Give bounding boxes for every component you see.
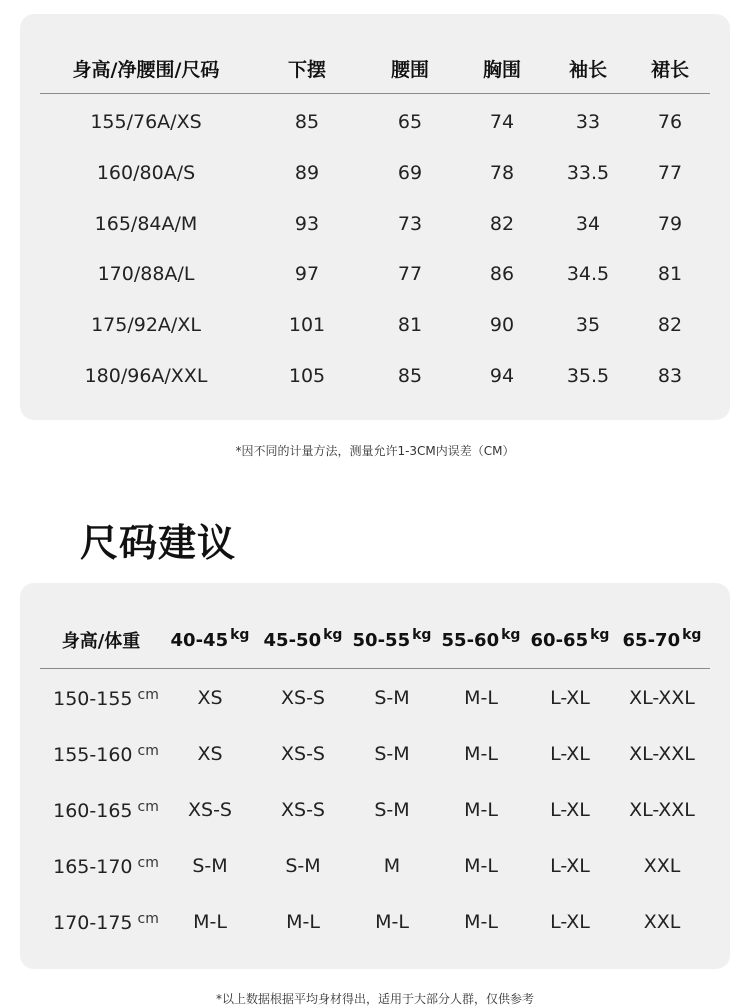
size-chart-column-header: 胸围	[482, 59, 521, 81]
height-range-label	[31, 687, 181, 710]
weight-range-header	[437, 627, 525, 651]
size-chart-size-label: 155/76A/XS	[90, 111, 202, 133]
size-chart-value: 82	[657, 314, 683, 337]
size-chart-value: 97	[294, 263, 320, 286]
height-unit-label: cm	[137, 799, 159, 815]
size-chart-size-label: 165/84A/M	[94, 212, 198, 235]
weight-range-value: 40-45	[170, 630, 229, 651]
weight-range-header	[166, 627, 254, 651]
size-chart-column-header: 下摆	[287, 59, 326, 81]
recommended-size: S-M	[374, 799, 410, 821]
size-chart-column-header: 身高/净腰围/尺码	[72, 59, 220, 81]
recommended-size: XS-S	[281, 743, 325, 765]
height-range-label	[31, 911, 181, 934]
size-chart-value: 35	[575, 314, 601, 337]
weight-range-header	[615, 627, 710, 651]
measurement-note: *因不同的计量方法，测量允许1-3CM内误差（CM）	[235, 444, 515, 458]
size-chart-value: 85	[397, 365, 423, 387]
recommended-size: L-XL	[550, 687, 590, 709]
size-chart-header-divider	[40, 93, 710, 94]
weight-range-value: 65-70	[622, 630, 681, 651]
height-unit-label: cm	[137, 911, 159, 927]
recommended-size: M	[383, 855, 401, 877]
recommended-size: S-M	[285, 855, 321, 877]
height-range-label	[31, 799, 181, 822]
height-unit-label: cm	[137, 743, 159, 759]
size-chart-size-label: 170/88A/L	[97, 263, 195, 286]
recommended-size: XS-S	[281, 687, 325, 709]
recommended-size: XS-S	[281, 799, 325, 821]
recommendation-note: *以上数据根据平均身材得出，适用于大部分人群，仅供参考	[215, 992, 534, 1006]
size-chart-value: 77	[397, 263, 423, 286]
weight-unit-label: kg	[590, 627, 610, 643]
recommended-size: M-L	[375, 911, 409, 933]
recommended-size: XL-XXL	[629, 799, 695, 821]
size-chart-size-label: 180/96A/XXL	[84, 365, 208, 387]
size-chart-value: 33	[575, 111, 601, 133]
size-chart-value: 82	[489, 212, 515, 235]
size-chart-value: 101	[288, 314, 326, 337]
recommended-size: M-L	[464, 687, 498, 709]
size-chart-value: 74	[489, 111, 515, 133]
height-unit-label: cm	[137, 855, 159, 871]
size-chart-value: 34.5	[566, 263, 610, 286]
size-chart-value: 81	[657, 263, 683, 286]
size-recommendation-title: 尺码建议	[80, 521, 237, 565]
size-chart-value: 81	[397, 314, 423, 337]
size-chart-value: 65	[397, 111, 423, 133]
size-chart-value: 69	[397, 161, 423, 184]
weight-unit-label: kg	[323, 627, 343, 643]
recommended-size: XS	[197, 687, 223, 709]
size-chart-column-header: 袖长	[568, 59, 607, 81]
recommended-size: XXL	[643, 911, 681, 933]
recommendation-corner-label: 身高/体重	[61, 631, 141, 652]
size-chart-value: 79	[657, 212, 683, 235]
recommended-size: XXL	[643, 855, 681, 877]
recommended-size: L-XL	[550, 911, 590, 933]
recommended-size: XL-XXL	[629, 743, 695, 765]
size-chart-column-header: 腰围	[390, 59, 429, 81]
size-recommendation-card	[20, 583, 730, 969]
weight-range-header	[259, 627, 347, 651]
weight-range-value: 50-55	[352, 630, 411, 651]
weight-unit-label: kg	[682, 627, 702, 643]
size-chart-value: 34	[575, 212, 601, 235]
recommended-size: L-XL	[550, 799, 590, 821]
weight-range-value: 45-50	[263, 630, 322, 651]
weight-unit-label: kg	[501, 627, 521, 643]
recommended-size: M-L	[286, 911, 320, 933]
recommended-size: S-M	[192, 855, 228, 877]
recommended-size: L-XL	[550, 743, 590, 765]
size-chart-size-label: 175/92A/XL	[91, 314, 201, 337]
weight-range-value: 55-60	[441, 630, 500, 651]
weight-unit-label: kg	[230, 627, 250, 643]
size-chart-value: 83	[657, 365, 683, 387]
size-chart-value: 86	[489, 263, 515, 286]
height-range-value: 170-175	[53, 912, 133, 934]
size-chart-value: 77	[657, 161, 683, 184]
height-unit-label: cm	[137, 687, 159, 703]
weight-unit-label: kg	[412, 627, 432, 643]
recommendation-header-divider	[40, 668, 710, 669]
size-chart-value: 105	[288, 365, 326, 387]
recommended-size: M-L	[464, 911, 498, 933]
size-chart-value: 33.5	[566, 161, 610, 184]
size-chart-value: 93	[294, 212, 320, 235]
recommended-size: XL-XXL	[629, 687, 695, 709]
height-range-value: 165-170	[53, 856, 133, 878]
size-chart-value: 73	[397, 212, 423, 235]
recommended-size: M-L	[193, 911, 227, 933]
size-chart-value: 35.5	[566, 365, 610, 387]
size-chart-size-label: 160/80A/S	[96, 161, 196, 184]
size-chart-value: 94	[489, 365, 515, 387]
size-chart-column-header: 裙长	[650, 59, 689, 81]
size-chart-value: 76	[657, 111, 683, 133]
weight-range-header	[526, 627, 614, 651]
height-range-value: 150-155	[53, 688, 133, 710]
recommended-size: L-XL	[550, 855, 590, 877]
size-chart-card	[20, 14, 730, 420]
size-chart-value: 78	[489, 161, 515, 184]
height-range-label	[31, 855, 181, 878]
recommended-size: M-L	[464, 743, 498, 765]
height-range-value: 155-160	[53, 744, 133, 766]
recommended-size: S-M	[374, 687, 410, 709]
height-range-value: 160-165	[53, 800, 133, 822]
recommended-size: M-L	[464, 799, 498, 821]
weight-range-value: 60-65	[530, 630, 589, 651]
weight-range-header	[348, 627, 436, 651]
size-chart-value: 85	[294, 111, 320, 133]
recommended-size: S-M	[374, 743, 410, 765]
size-chart-value: 90	[489, 314, 515, 337]
recommended-size: XS	[197, 743, 223, 765]
recommended-size: XS-S	[188, 799, 232, 821]
height-range-label	[31, 743, 181, 766]
size-chart-value: 89	[294, 161, 320, 184]
recommended-size: M-L	[464, 855, 498, 877]
